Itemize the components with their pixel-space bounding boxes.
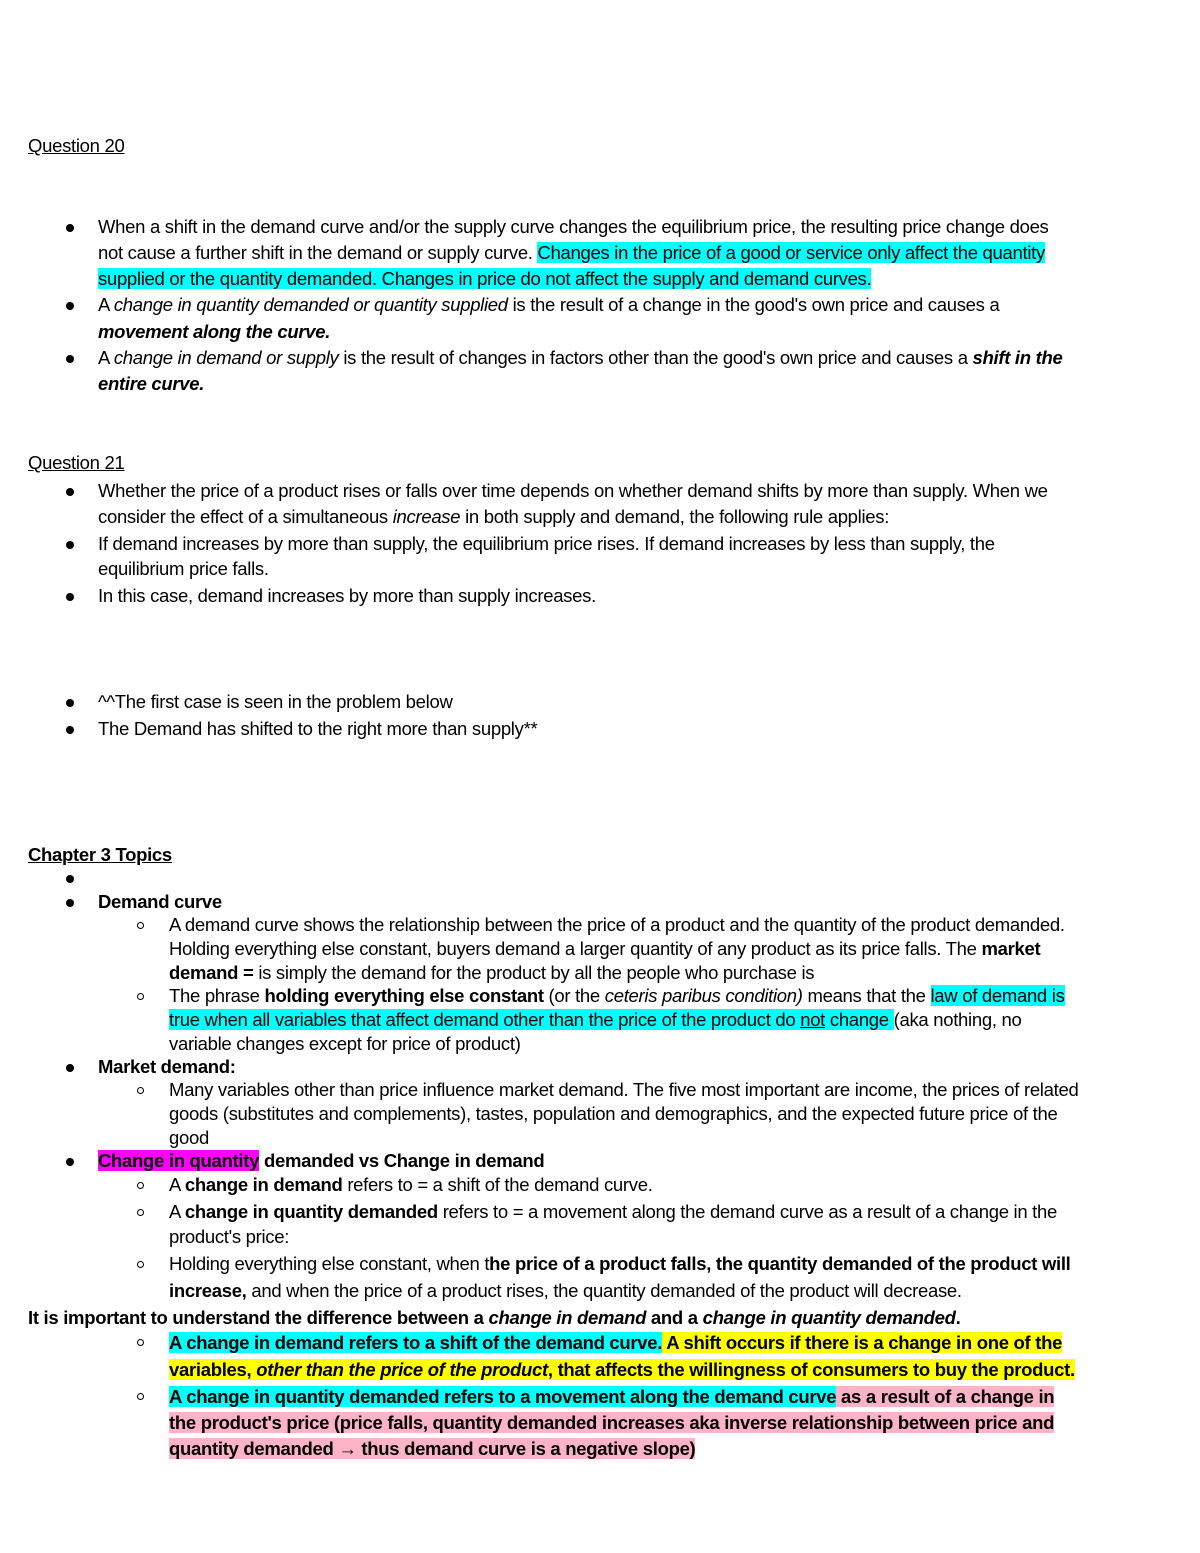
question-21-heading: Question 21 bbox=[28, 452, 125, 473]
bold-span: market bbox=[981, 938, 1041, 959]
italic-span: other than the price of the product bbox=[256, 1359, 548, 1380]
circle-bullet-icon bbox=[137, 1339, 144, 1346]
demand-curve-s1-line2 bbox=[169, 937, 1040, 961]
bold-span: he price of a product falls, the quantity demanded of the product will bbox=[489, 1253, 1071, 1274]
highlight-span: A change in quantity demanded refers to a movement along the demand curve bbox=[169, 1386, 837, 1407]
bold-italic-span: shift in the bbox=[972, 347, 1063, 368]
final2-line2 bbox=[169, 1411, 1054, 1435]
market-demand-s1-line2: goods (substitutes and complements), tastes, population and demographics, and the expected future price of the bbox=[169, 1103, 1058, 1124]
circle-bullet-icon bbox=[137, 1393, 144, 1400]
final1-line2 bbox=[169, 1358, 1075, 1382]
text-span: A bbox=[169, 1201, 185, 1222]
bold-span: increase, bbox=[169, 1280, 247, 1301]
circle-bullet-icon bbox=[137, 1087, 144, 1094]
text-span: true when all variables that affect demand other than the price of the product do bbox=[169, 1009, 801, 1030]
circle-bullet-icon bbox=[137, 1209, 144, 1216]
final2-line3 bbox=[169, 1437, 695, 1461]
question-20-heading: Question 20 bbox=[28, 135, 125, 156]
bold-span: holding everything else constant bbox=[264, 985, 544, 1006]
italic-span: ceteris paribus condition) bbox=[604, 985, 803, 1006]
change-qd-s3-line2 bbox=[169, 1279, 962, 1303]
text-span: refers to = a movement along the demand curve as a result of a change in the bbox=[437, 1201, 1057, 1222]
italic-span: change in demand bbox=[488, 1307, 647, 1328]
text-span: . bbox=[955, 1307, 961, 1328]
bullet-icon bbox=[66, 224, 74, 232]
text-span: and when the price of a product rises, the quantity demanded of the product will decrease. bbox=[246, 1280, 962, 1301]
text-span: Holding everything else constant, buyers demand a larger quantity of any product as its price falls. The bbox=[169, 938, 982, 959]
bold-span: change in quantity demanded bbox=[184, 1201, 438, 1222]
text-span: A bbox=[98, 294, 114, 315]
text-span: (or the bbox=[543, 985, 605, 1006]
change-qd-s3-line1 bbox=[169, 1252, 1071, 1276]
demand-curve-s2-line2 bbox=[169, 1008, 1022, 1032]
bullet-icon bbox=[66, 355, 74, 363]
bullet-icon bbox=[66, 1064, 74, 1072]
q21-bullet4: ^^The first case is seen in the problem below bbox=[98, 691, 453, 712]
text-span: The phrase bbox=[169, 985, 265, 1006]
highlight-span: as a result of a change in bbox=[836, 1386, 1055, 1407]
text-span: in both supply and demand, the following rule applies: bbox=[460, 506, 890, 527]
text-span: is simply the demand for the product by all the people who purchase is bbox=[258, 962, 815, 983]
q21-bullet2-line1: If demand increases by more than supply, the equilibrium price rises. If demand increases by less than supply, the bbox=[98, 533, 995, 554]
text-span: refers to = a shift of the demand curve. bbox=[342, 1174, 653, 1195]
q20-bullet1-line2 bbox=[98, 241, 1045, 265]
bullet-icon bbox=[66, 541, 74, 549]
text-span: Holding everything else constant, when t bbox=[169, 1253, 490, 1274]
text-span: is the result of a change in the good's own price and causes a bbox=[507, 294, 1000, 315]
change-qd-s2-line1 bbox=[169, 1200, 1057, 1224]
text-span: (aka nothing, no bbox=[893, 1009, 1022, 1030]
bullet-icon bbox=[66, 699, 74, 707]
text-span: It is important to understand the difference between a bbox=[28, 1307, 489, 1328]
italic-span: change in quantity demanded or quantity supplied bbox=[113, 294, 508, 315]
final1-line1 bbox=[169, 1331, 1062, 1355]
final2-line1 bbox=[169, 1385, 1054, 1409]
highlight-span: the product's price (price falls, quantity demanded increases aka inverse relationship between price and bbox=[169, 1412, 1055, 1433]
highlight-span: A change in demand refers to a shift of the demand curve. bbox=[169, 1332, 663, 1353]
market-demand-s1-line1: Many variables other than price influence market demand. The five most important are income, the prices of related bbox=[169, 1079, 1079, 1100]
text-span: A bbox=[169, 1174, 185, 1195]
highlight-span: law of demand is bbox=[930, 985, 1065, 1006]
bullet-icon bbox=[66, 875, 74, 883]
bullet-icon bbox=[66, 593, 74, 601]
market-demand-s1-line3: good bbox=[169, 1127, 209, 1148]
q20-bullet1-line1: When a shift in the demand curve and/or the supply curve changes the equilibrium price, the resulting price change does bbox=[98, 216, 1049, 237]
demand-curve-s1-line1: A demand curve shows the relationship between the price of a product and the quantity of the product demanded. bbox=[169, 914, 1065, 935]
underline-span: not bbox=[800, 1009, 826, 1030]
text-span: means that the bbox=[802, 985, 931, 1006]
bold-span: demand = bbox=[169, 962, 259, 983]
text-span: is the result of changes in factors other than the good's own price and causes a bbox=[338, 347, 973, 368]
highlight-span bbox=[169, 1359, 1075, 1380]
demand-curve-title: Demand curve bbox=[98, 891, 222, 912]
text-span: variables, bbox=[169, 1359, 257, 1380]
italic-span: increase bbox=[392, 506, 461, 527]
circle-bullet-icon bbox=[137, 1182, 144, 1189]
chapter-3-heading: Chapter 3 Topics bbox=[28, 844, 172, 865]
highlight-span: Change in quantity bbox=[98, 1150, 260, 1171]
text-span: demanded vs Change in demand bbox=[259, 1150, 545, 1171]
bold-span: change in demand bbox=[184, 1174, 343, 1195]
demand-curve-s1-line3 bbox=[169, 961, 814, 985]
italic-span: change in quantity demanded bbox=[702, 1307, 956, 1328]
demand-curve-s2-line1 bbox=[169, 984, 1065, 1008]
bullet-icon bbox=[66, 302, 74, 310]
q21-bullet1-line2 bbox=[98, 505, 889, 529]
q21-bullet1-line1: Whether the price of a product rises or falls over time depends on whether demand shifts by more than supply. When we bbox=[98, 480, 1048, 501]
highlight-span: A shift occurs if there is a change in one of the bbox=[662, 1332, 1063, 1353]
bullet-icon bbox=[66, 488, 74, 496]
bullet-icon bbox=[66, 726, 74, 734]
change-qd-s1 bbox=[169, 1173, 653, 1197]
highlight-span: quantity demanded → thus demand curve is a negative slope) bbox=[169, 1438, 696, 1459]
q20-bullet3-line1 bbox=[98, 346, 1062, 370]
important-note bbox=[28, 1306, 960, 1330]
highlight-span: supplied or the quantity demanded. Changes in price do not affect the supply and demand curves. bbox=[98, 268, 872, 289]
q21-bullet2-line2: equilibrium price falls. bbox=[98, 558, 269, 579]
highlight-span: Changes in the price of a good or service only affect the quantity bbox=[537, 242, 1045, 263]
italic-span: change in demand or supply bbox=[113, 347, 339, 368]
market-demand-title: Market demand: bbox=[98, 1056, 236, 1077]
text-span: change bbox=[825, 1009, 894, 1030]
q21-bullet5: The Demand has shifted to the right more than supply** bbox=[98, 718, 538, 739]
text-span: not cause a further shift in the demand or supply curve. bbox=[98, 242, 538, 263]
circle-bullet-icon bbox=[137, 993, 144, 1000]
text-span: , that affects the willingness of consumers to buy the product. bbox=[547, 1359, 1075, 1380]
text-span: A bbox=[98, 347, 114, 368]
q20-bullet3-line2: entire curve. bbox=[98, 373, 205, 394]
q20-bullet2-line1 bbox=[98, 293, 999, 317]
highlight-span bbox=[169, 1009, 894, 1030]
circle-bullet-icon bbox=[137, 922, 144, 929]
change-qd-s2-line2: product's price: bbox=[169, 1226, 290, 1247]
text-span: and a bbox=[646, 1307, 703, 1328]
q21-bullet3: In this case, demand increases by more than supply increases. bbox=[98, 585, 596, 606]
q20-bullet1-line3 bbox=[98, 267, 871, 291]
demand-curve-s2-line3: variable changes except for price of product) bbox=[169, 1033, 521, 1054]
circle-bullet-icon bbox=[137, 1261, 144, 1268]
change-qd-title bbox=[98, 1149, 544, 1173]
bullet-icon bbox=[66, 1158, 74, 1166]
text-span: consider the effect of a simultaneous bbox=[98, 506, 393, 527]
bullet-icon bbox=[66, 899, 74, 907]
q20-bullet2-line2: movement along the curve. bbox=[98, 321, 331, 342]
